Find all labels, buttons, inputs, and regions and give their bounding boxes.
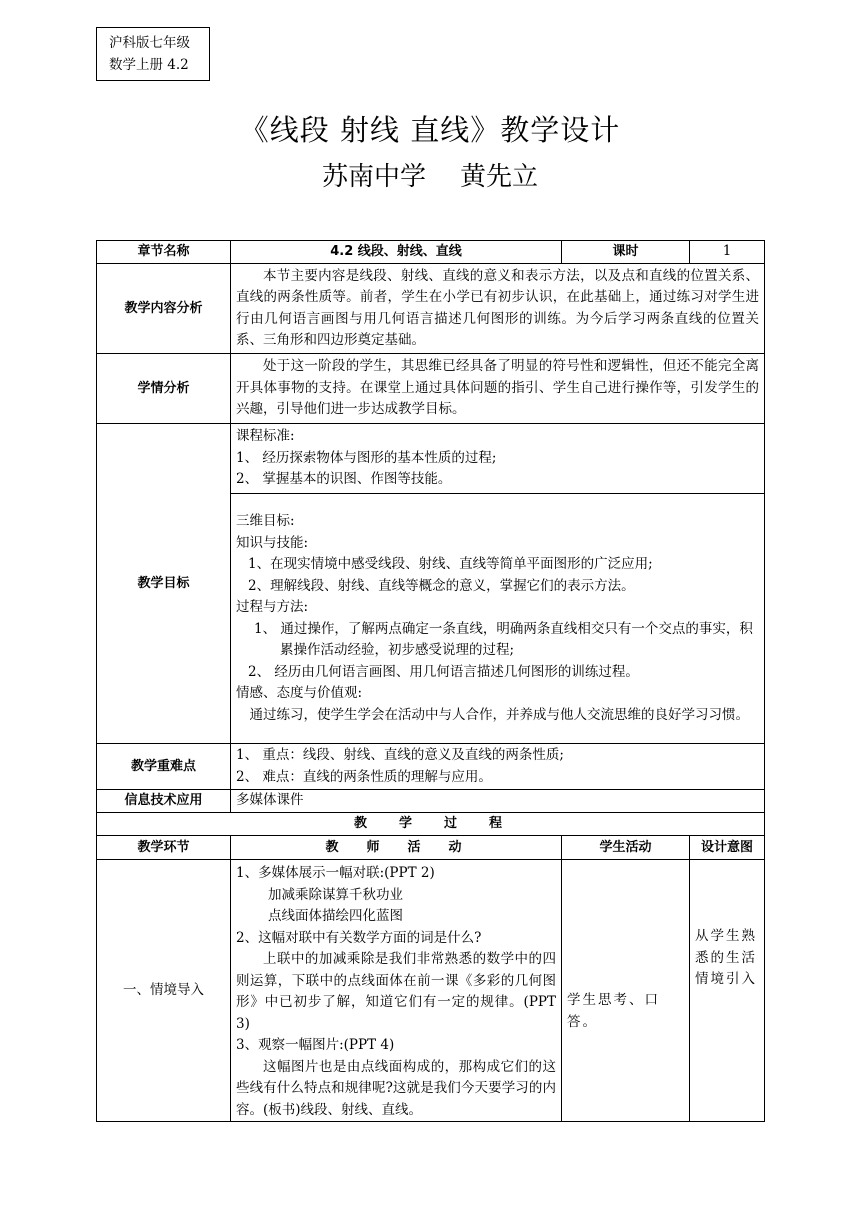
- knowledge-item-2: 2、理解线段、射线、直线等概念的意义，掌握它们的表示方法。: [248, 577, 635, 594]
- emotion-text: 通过练习，使学生学会在活动中与人合作，并养成与他人交流思维的良好学习习惯。: [249, 706, 749, 723]
- chapter-row: [97, 241, 765, 264]
- author-school: 苏南中学: [321, 162, 426, 192]
- teacher-line-7: 这幅图片也是由点线面构成的，那构成它们的这些线有什么特点和规律呢?这就是我们今天要学习的内容。(板书)线段、射线、直线。: [236, 1058, 556, 1118]
- emotion-title: 情感、态度与价值观:: [236, 685, 363, 701]
- student-cell: 学生思考、口答。: [562, 860, 690, 1122]
- key-points-row: [97, 744, 765, 790]
- col-teacher: 教师活动: [231, 836, 562, 860]
- period-value: 1: [690, 241, 765, 264]
- key-point-1: 1、 重点：线段、射线、直线的意义及直线的两条性质;: [236, 747, 564, 763]
- lesson-plan-table: [96, 240, 765, 1122]
- column-header-row: [97, 836, 765, 860]
- teacher-line-6: 3、观察一幅图片:(PPT 4): [236, 1037, 395, 1053]
- process-header-row: [97, 813, 765, 836]
- key-points-label: 教学重难点: [97, 744, 231, 790]
- stage-cell: 一、情境导入: [97, 860, 231, 1122]
- it-use-label: 信息技术应用: [97, 790, 231, 813]
- content-analysis-row: [97, 264, 765, 354]
- col-stage: 教学环节: [97, 836, 231, 860]
- it-use-value: 多媒体课件: [231, 790, 765, 813]
- teacher-line-5: 上联中的加减乘除是我们非常熟悉的数学中的四则运算，下联中的点线面体在前一课《多彩的几何图形》中已初步了解，知道它们有一定的规律。(PPT 3): [236, 951, 556, 1032]
- process-item-2: 2、 经历由几何语言画图、用几何语言描述几何图形的训练过程。: [248, 663, 639, 680]
- process-title: 过程与方法:: [236, 599, 309, 615]
- goals-three-cell: [231, 494, 765, 744]
- goals-standard-cell: [231, 424, 765, 494]
- col-intent: 设计意图: [690, 836, 765, 860]
- teacher-line-2: 加减乘除谋算千秋功业: [268, 886, 403, 903]
- student-analysis-row: [97, 354, 765, 424]
- chapter-value: 4.2 线段、射线、直线: [231, 241, 562, 264]
- it-use-row: [97, 790, 765, 813]
- standard-title: 课程标准:: [236, 428, 295, 445]
- textbook-tag: [96, 27, 210, 81]
- student-analysis-label: 学情分析: [97, 354, 231, 424]
- student-analysis-text: 处于这一阶段的学生，其思维已经具备了明显的符号性和逻辑性，但还不能完全离开具体事物的支持。在课堂上通过具体问题的指引、学生自己进行操作等，引发学生的兴趣，引导他们进一步达成教学目标。: [231, 354, 765, 424]
- teacher-cell: [231, 860, 562, 1122]
- process-item-1: 1、 通过操作，了解两点确定一条直线，明确两条直线相交只有一个交点的事实，积累操作活动经验，初步感受说理的过程;: [254, 620, 753, 658]
- textbook-tag-line2: 数学上册 4.2: [109, 57, 189, 73]
- content-analysis-text: 本节主要内容是线段、射线、直线的意义和表示方法，以及点和直线的位置关系、直线的两条性质等。前者，学生在小学已有初步认识，在此基础上，通过练习对学生进行由几何语言画图与用几何语言描述几何图形的训练。为今后学习两条直线的位置关系、三角形和四边形奠定基础。: [231, 264, 765, 354]
- teacher-line-1: 1、多媒体展示一幅对联:(PPT 2): [236, 865, 435, 881]
- knowledge-title: 知识与技能:: [236, 534, 309, 551]
- goals-label: 教学目标: [97, 424, 231, 744]
- goals-standard-row: [97, 424, 765, 494]
- teacher-line-4: 2、这幅对联中有关数学方面的词是什么?: [236, 929, 482, 946]
- standard-item-2: 2、 掌握基本的识图、作图等技能。: [236, 471, 452, 488]
- process-header: 教学过程: [97, 813, 765, 836]
- col-student: 学生活动: [562, 836, 690, 860]
- period-label: 课时: [562, 241, 690, 264]
- three-dim-title: 三维目标:: [236, 513, 295, 529]
- author-line: [0, 156, 860, 193]
- textbook-tag-line1: 沪科版七年级: [109, 35, 190, 51]
- key-point-2: 2、 难点：直线的两条性质的理解与应用。: [236, 768, 492, 785]
- content-analysis-label: 教学内容分析: [97, 264, 231, 354]
- knowledge-item-1: 1、在现实情境中感受线段、射线、直线等简单平面图形的广泛应用;: [248, 556, 653, 572]
- table-row: [97, 860, 765, 1122]
- standard-item-1: 1、 经历探索物体与图形的基本性质的过程;: [236, 449, 497, 466]
- chapter-label: 章节名称: [97, 241, 231, 264]
- teacher-line-3: 点线面体描绘四化蓝图: [268, 908, 403, 924]
- key-points-cell: [231, 744, 765, 790]
- author-name: 黄先立: [460, 162, 539, 192]
- intent-cell: 从学生熟悉的生活情境引入: [690, 860, 765, 1122]
- document-title: 《线段 射线 直线》教学设计: [239, 113, 621, 147]
